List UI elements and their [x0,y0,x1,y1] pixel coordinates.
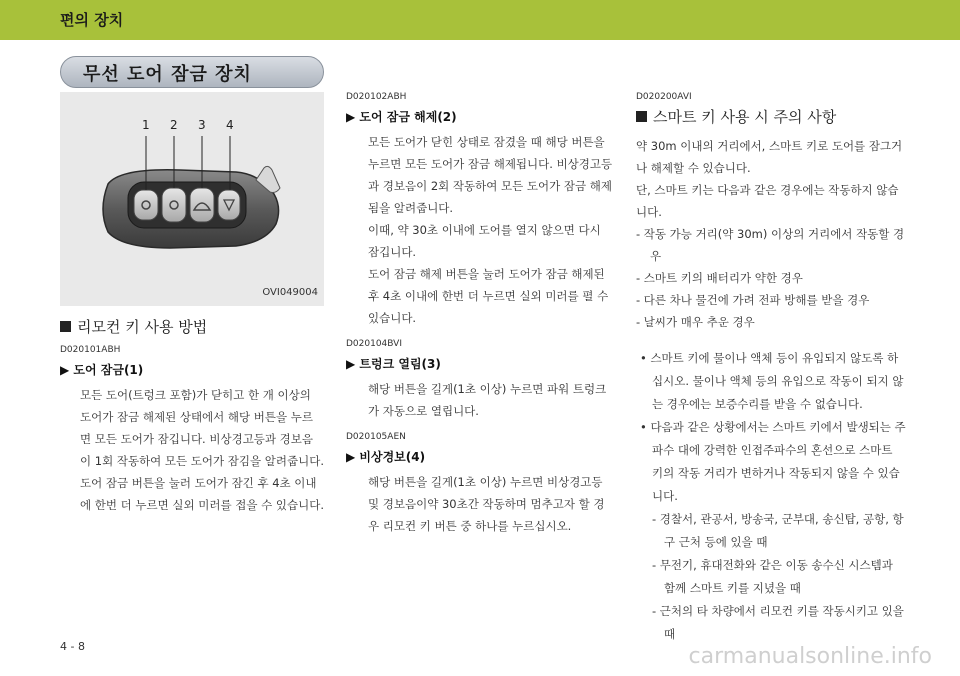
doc-code: D020200AVI [636,92,692,102]
key-fob-figure [60,92,324,306]
relock-paragraph: 이때, 약 30초 이내에 도어를 열지 않으면 다시 잠깁니다. [368,223,601,259]
panic-alarm-subheading: ▶ 비상경보(4) [346,450,426,464]
exception-list-item: - 날씨가 매우 추운 경우 [636,315,755,329]
water-caution-bullet: • 스마트 키에 물이나 액체 등이 유입되지 않도록 하십시오. 물이나 액체 등의 유입으로 작동이 되지 않는 경우에는 보증수리를 받을 수 없습니다. [640,351,904,411]
doc-code: D020105AEN [346,432,406,442]
exception-list-item: - 다른 차나 물건에 가려 전파 방해를 받을 경우 [636,293,870,307]
door-unlock-paragraph: 모든 도어가 닫힌 상태로 잠겼을 때 해당 버튼을 누르면 모든 도어가 잠금 해제됩니다. 비상경고등과 경보음이 2회 작동하여 모든 도어가 잠금 해제됨을 알려줍니다. [368,135,613,215]
interference-caution-bullet: • 다음과 같은 상황에서는 스마트 키에서 발생되는 주파수 대에 강력한 인접주파수의 혼선으로 스마트 키의 작동 거리가 변하거나 작동되지 않을 수 있습니다. [640,420,906,503]
interference-list-item: - 경찰서, 관공서, 방송국, 군부대, 송신탑, 공항, 항구 근처 등에 있을 때 [652,512,904,549]
mirror-fold-paragraph: 도어 잠금 버튼을 눌러 도어가 잠긴 후 4초 이내에 한번 더 누르면 실외 미러를 접을 수 있습니다. [80,476,324,512]
mirror-unfold-paragraph: 도어 잠금 해제 버튼을 눌러 도어가 잠금 해제된 후 4초 이내에 한번 더 누르면 실외 미러를 펼 수 있습니다. [368,267,609,325]
unlock-button [162,188,186,222]
square-bullet-icon [636,111,647,122]
section-title-pill [60,56,324,88]
door-unlock-subheading: ▶ 도어 잠금 해제(2) [346,110,457,124]
middle-column [346,92,614,537]
figure-number-2: 2 [170,118,178,132]
panic-button [218,190,240,220]
figure-number-4: 4 [226,118,234,132]
exception-list-item: - 작동 가능 거리(약 30m) 이상의 거리에서 작동할 경우 [636,227,905,263]
lock-button [134,190,158,220]
doc-code: D020104BVI [346,339,402,349]
section-title: 무선 도어 잠금 장치 [83,64,252,85]
key-fob-illustration [60,92,324,306]
watermark: carmanualsonline.info [688,644,932,669]
right-column [636,92,906,646]
smart-key-range-paragraph: 약 30m 이내의 거리에서, 스마트 키로 도어를 잠그거나 해제할 수 있습니다. [636,139,903,175]
trunk-open-subheading: ▶ 트렁크 열림(3) [346,357,441,371]
door-lock-subheading: ▶ 도어 잠금(1) [60,363,144,377]
page-number: 4 - 8 [60,640,85,653]
smart-key-caution-heading: 스마트 키 사용 시 주의 사항 [636,106,906,127]
exception-list-item: - 스마트 키의 배터리가 약한 경우 [636,271,803,285]
interference-list-item: - 무전기, 휴대전화와 같은 이동 송수신 시스템과 함께 스마트 키를 지녔을 때 [652,558,893,595]
panic-alarm-paragraph: 해당 버튼을 길게(1초 이상) 누르면 비상경고등 및 경보음이약 30초간 작동하며 멈추고자 할 경우 리모컨 키 버튼 중 하나를 누르십시오. [368,475,605,533]
figure-code: OVI049004 [262,287,318,298]
doc-code: D020102ABH [346,92,407,102]
smart-key-exception-paragraph: 단, 스마트 키는 다음과 같은 경우에는 작동하지 않습니다. [636,183,899,219]
header-title: 편의 장치 [60,11,124,29]
door-lock-paragraph: 모든 도어(트렁크 포함)가 닫히고 한 개 이상의 도어가 잠금 해제된 상태에서 해당 버튼을 누르면 모든 도어가 잠깁니다. 비상경고등과 경보음이 1회 작동하여 모든 도어가 잠김을 알려줍니다. [80,388,324,468]
doc-code: D020101ABH [60,345,121,355]
left-column [60,316,324,516]
figure-number-3: 3 [198,118,206,132]
figure-number-1: 1 [142,118,150,132]
interference-list-item: - 근처의 타 차량에서 리모컨 키를 작동시키고 있을 때 [652,604,904,641]
remote-key-heading: 리모컨 키 사용 방법 [60,316,324,337]
square-bullet-icon [60,321,71,332]
trunk-button [190,188,214,222]
page-header [0,0,960,40]
trunk-open-paragraph: 해당 버튼을 길게(1초 이상) 누르면 파워 트렁크가 자동으로 열립니다. [368,382,607,418]
